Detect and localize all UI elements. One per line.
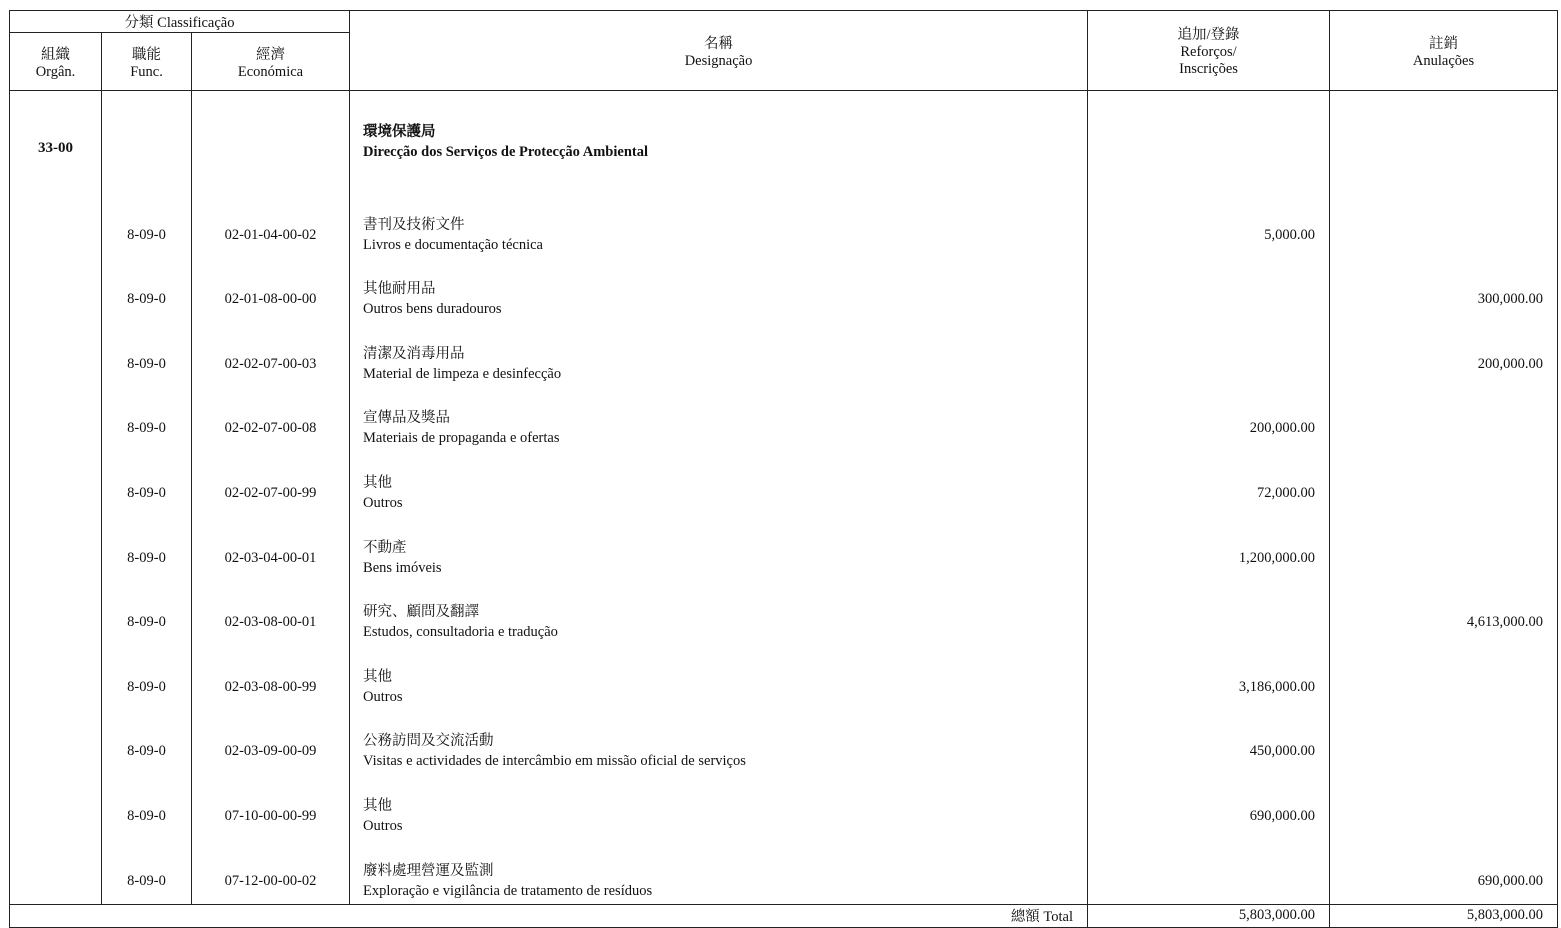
econ-code: 02-01-08-00-00	[192, 258, 350, 323]
designation-zh: 公務訪問及交流活動	[363, 733, 494, 750]
designation-cell	[350, 387, 1088, 452]
organ-cell	[10, 645, 102, 710]
designation-pt: Materiais de propaganda e ofertas	[363, 430, 560, 447]
designation-zh: 其他	[363, 474, 393, 491]
reforcos-value	[1088, 322, 1330, 387]
organ-cell	[10, 581, 102, 646]
organ-cell	[10, 451, 102, 516]
func-code: 8-09-0	[102, 193, 192, 258]
header-classification: 分類 Classificação	[10, 11, 350, 33]
table-row	[10, 516, 1558, 581]
header-reinforcements-pt1: Reforços/	[1180, 44, 1237, 60]
header-func-zh: 職能	[132, 46, 161, 63]
reforcos-value: 72,000.00	[1088, 451, 1330, 516]
anulacoes-value	[1330, 193, 1558, 258]
econ-code: 07-12-00-00-02	[192, 839, 350, 904]
func-code: 8-09-0	[102, 322, 192, 387]
table-row	[10, 839, 1558, 904]
reforcos-value: 1,200,000.00	[1088, 516, 1330, 581]
table-row	[10, 322, 1558, 387]
anulacoes-value: 690,000.00	[1330, 839, 1558, 904]
header-organ	[10, 33, 102, 91]
table-row	[10, 645, 1558, 710]
anulacoes-value	[1330, 774, 1558, 839]
header-designation-zh: 名稱	[704, 35, 734, 52]
func-code: 8-09-0	[102, 710, 192, 775]
budget-table	[9, 10, 1558, 928]
designation-pt: Material de limpeza e desinfecção	[363, 365, 562, 382]
designation-zh: 書刊及技術文件	[363, 216, 465, 233]
designation-zh: 其他	[363, 668, 393, 685]
total-row	[10, 904, 1558, 927]
econ-code: 02-02-07-00-99	[192, 451, 350, 516]
econ-code: 02-03-08-00-99	[192, 645, 350, 710]
header-annulments	[1330, 11, 1558, 91]
header-reinforcements-pt2: Inscrições	[1179, 61, 1238, 77]
header-reinforcements	[1088, 11, 1330, 91]
func-code: 8-09-0	[102, 516, 192, 581]
designation-zh: 清潔及消毒用品	[363, 345, 465, 362]
designation-zh: 不動產	[363, 539, 407, 556]
designation-zh: 其他耐用品	[363, 281, 436, 298]
table-row	[10, 774, 1558, 839]
anulacoes-value	[1330, 645, 1558, 710]
designation-cell	[350, 516, 1088, 581]
designation-cell	[350, 258, 1088, 323]
total-anulacoes: 5,803,000.00	[1330, 904, 1558, 927]
econ-code: 02-01-04-00-02	[192, 193, 350, 258]
designation-pt: Visitas e actividades de intercâmbio em missão oficial de serviços	[363, 753, 746, 770]
table-row	[10, 387, 1558, 452]
reforcos-value	[1088, 581, 1330, 646]
organ-cell	[10, 710, 102, 775]
designation-cell	[350, 581, 1088, 646]
designation-cell	[350, 710, 1088, 775]
reforcos-value: 5,000.00	[1088, 193, 1330, 258]
reforcos-value	[1088, 258, 1330, 323]
func-code: 8-09-0	[102, 258, 192, 323]
header-econ-pt: Económica	[237, 63, 304, 80]
designation-pt: Outros	[363, 688, 403, 705]
header-econ-zh: 經濟	[256, 46, 286, 63]
organ-cell	[10, 322, 102, 387]
reforcos-value: 690,000.00	[1088, 774, 1330, 839]
header-designation	[350, 11, 1088, 91]
designation-pt: Exploração e vigilância de tratamento de resíduos	[363, 882, 653, 899]
econ-code: 02-03-08-00-01	[192, 581, 350, 646]
designation-pt: Estudos, consultadoria e tradução	[363, 624, 558, 641]
anulacoes-value	[1330, 387, 1558, 452]
anulacoes-value: 4,613,000.00	[1330, 581, 1558, 646]
agency-row	[10, 91, 1558, 194]
header-func	[102, 33, 192, 91]
designation-cell	[350, 839, 1088, 904]
table-row	[10, 193, 1558, 258]
func-code: 8-09-0	[102, 581, 192, 646]
econ-code: 02-02-07-00-03	[192, 322, 350, 387]
header-econ	[192, 33, 350, 91]
organ-cell	[10, 839, 102, 904]
agency-name-zh: 環境保護局	[363, 123, 436, 140]
budget-document	[9, 10, 1557, 926]
func-code: 8-09-0	[102, 774, 192, 839]
anulacoes-value	[1330, 710, 1558, 775]
designation-zh: 其他	[363, 797, 393, 814]
designation-pt: Outros	[363, 817, 403, 834]
agency-code: 33-00	[10, 91, 102, 194]
table-row	[10, 258, 1558, 323]
econ-code: 07-10-00-00-99	[192, 774, 350, 839]
designation-cell	[350, 322, 1088, 387]
econ-code: 02-02-07-00-08	[192, 387, 350, 452]
reforcos-value: 450,000.00	[1088, 710, 1330, 775]
designation-pt: Outros	[363, 494, 403, 511]
organ-cell	[10, 258, 102, 323]
designation-cell	[350, 451, 1088, 516]
total-label: 總額 Total	[10, 904, 1088, 927]
anulacoes-value	[1330, 451, 1558, 516]
organ-cell	[10, 387, 102, 452]
agency-name-pt: Direcção dos Serviços de Protecção Ambiental	[363, 143, 649, 160]
designation-pt: Outros bens duradouros	[363, 301, 502, 318]
designation-pt: Livros e documentação técnica	[363, 236, 543, 253]
reforcos-value: 3,186,000.00	[1088, 645, 1330, 710]
table-row	[10, 451, 1558, 516]
func-code: 8-09-0	[102, 451, 192, 516]
func-code: 8-09-0	[102, 387, 192, 452]
designation-zh: 宣傳品及獎品	[363, 410, 451, 427]
table-row	[10, 710, 1558, 775]
designation-cell	[350, 774, 1088, 839]
header-organ-zh: 組織	[41, 46, 70, 63]
total-reforcos: 5,803,000.00	[1088, 904, 1330, 927]
reforcos-value	[1088, 839, 1330, 904]
header-organ-pt: Orgân.	[35, 63, 76, 80]
designation-cell	[350, 193, 1088, 258]
designation-cell	[350, 645, 1088, 710]
header-designation-pt: Designação	[684, 52, 753, 69]
anulacoes-value	[1330, 516, 1558, 581]
reforcos-value: 200,000.00	[1088, 387, 1330, 452]
designation-zh: 研究、顧問及翻譯	[363, 604, 480, 621]
organ-cell	[10, 516, 102, 581]
organ-cell	[10, 774, 102, 839]
table-row	[10, 581, 1558, 646]
anulacoes-value: 300,000.00	[1330, 258, 1558, 323]
func-code: 8-09-0	[102, 645, 192, 710]
item-rows	[10, 193, 1558, 904]
func-code: 8-09-0	[102, 839, 192, 904]
designation-pt: Bens imóveis	[363, 559, 442, 576]
header-annulments-pt: Anulações	[1412, 52, 1475, 69]
agency-designation	[350, 91, 1088, 194]
anulacoes-value: 200,000.00	[1330, 322, 1558, 387]
organ-cell	[10, 193, 102, 258]
header-annulments-zh: 註銷	[1429, 35, 1459, 52]
header-func-pt: Func.	[130, 63, 163, 80]
econ-code: 02-03-09-00-09	[192, 710, 350, 775]
econ-code: 02-03-04-00-01	[192, 516, 350, 581]
designation-zh: 廢料處理營運及監測	[363, 862, 494, 879]
header-reinforcements-zh: 追加/登錄	[1177, 27, 1240, 43]
